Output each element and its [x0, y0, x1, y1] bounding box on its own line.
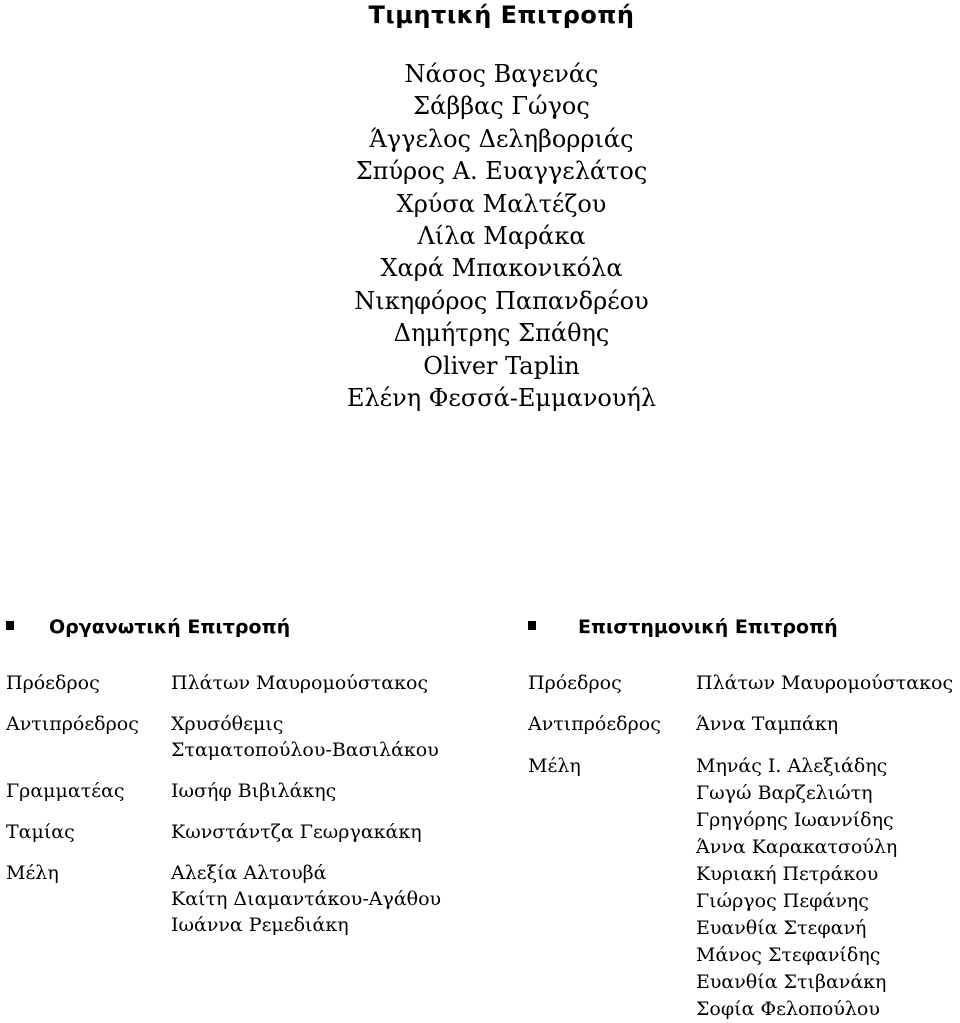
treasurer-name: Κωνστάντζα Γεωργακάκη [171, 821, 422, 843]
member-name: Μάνος Στεφανίδης [696, 944, 881, 966]
member-name: Σοφία Φελοπούλου [696, 998, 880, 1020]
member-name: Γρηγόρης Ιωαννίδης [696, 809, 894, 831]
honorary-member: Δημήτρης Σπάθης [393, 319, 610, 348]
member-name: Γωγώ Βαρζελιώτη [696, 782, 873, 804]
vice-president-name: Άννα Ταμπάκη [696, 713, 839, 735]
honorary-member: Σάββας Γώγος [413, 92, 590, 121]
role-label-secretary: Γραμματέας [6, 780, 125, 802]
member-name: Μηνάς Ι. Αλεξιάδης [696, 755, 888, 777]
role-label-vice-president: Αντιπρόεδρος [6, 713, 139, 735]
honorary-committee-title: Τιμητική Επιτροπή [368, 1, 635, 29]
role-label-members: Μέλη [528, 755, 581, 777]
member-name: Κυριακή Πετράκου [696, 863, 879, 885]
honorary-member: Νικηφόρος Παπανδρέου [354, 286, 649, 315]
secretary-name: Ιωσήφ Βιβιλάκης [171, 780, 337, 802]
member-name: Ευανθία Στεφανή [696, 917, 867, 939]
honorary-member: Άγγελος Δεληβορριάς [369, 124, 634, 153]
scientific-committee-roles [0, 670, 960, 1020]
vice-president-name-line2: Σταματοπούλου-Βασιλάκου [171, 739, 439, 761]
honorary-member: Λίλα Μαράκα [417, 222, 586, 251]
organizing-committee-title: Οργανωτική Επιτροπή [49, 616, 291, 638]
honorary-member: Χαρά Μπακονικόλα [380, 254, 623, 283]
role-label-treasurer: Ταμίας [6, 821, 75, 843]
honorary-member: Νάσος Βαγενάς [404, 60, 599, 88]
member-name: Ιωάννα Ρεμεδιάκη [171, 914, 349, 936]
role-label-president: Πρόεδρος [6, 672, 100, 694]
role-label-president: Πρόεδρος [528, 672, 622, 694]
bullet-icon [6, 621, 14, 630]
role-label-vice-president: Αντιπρόεδρος [528, 713, 661, 735]
honorary-member: Ελένη Φεσσά-Εμμανουήλ [346, 384, 657, 413]
honorary-member: Χρύσα Μαλτέζου [396, 189, 607, 218]
honorary-member: Oliver Taplin [423, 351, 580, 380]
bullet-icon [528, 621, 536, 630]
member-name: Άννα Καρακατσούλη [696, 836, 898, 858]
honorary-member: Σπύρος Α. Ευαγγελάτος [355, 157, 648, 186]
member-name: Γιώργος Πεφάνης [696, 890, 869, 912]
honorary-members-list [0, 58, 960, 414]
president-name: Πλάτων Μαυρομούστακος [696, 672, 954, 694]
member-name: Καίτη Διαμαντάκου-Αγάθου [171, 888, 442, 910]
member-name: Αλεξία Αλτουβά [171, 862, 327, 884]
vice-president-name-line1: Χρυσόθεμις [171, 713, 284, 735]
role-label-members: Μέλη [6, 862, 59, 884]
member-name: Ευανθία Στιβανάκη [696, 971, 887, 993]
president-name: Πλάτων Μαυρομούστακος [171, 672, 429, 694]
scientific-committee-title: Επιστημονική Επιτροπή [578, 616, 838, 638]
